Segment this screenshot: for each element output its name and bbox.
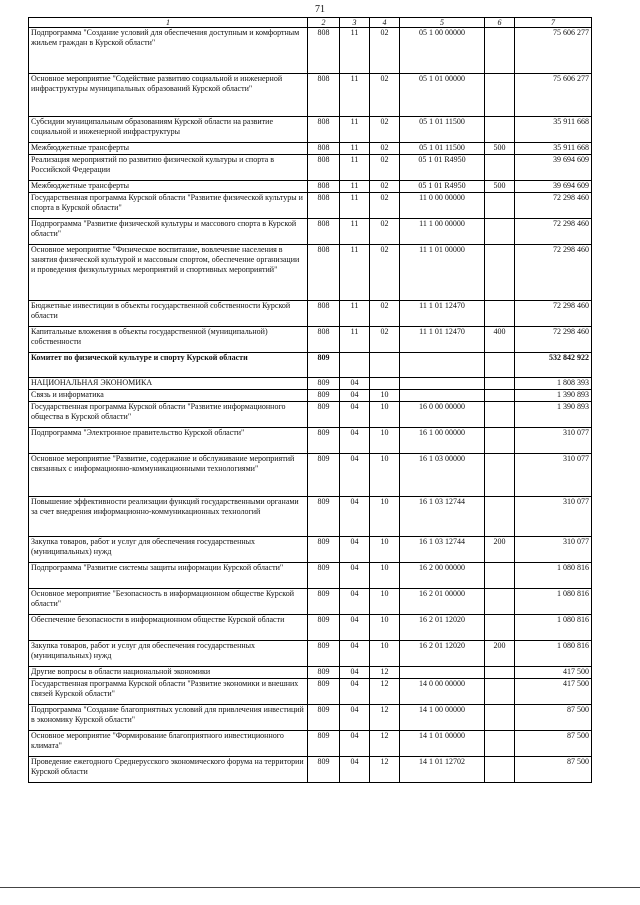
- row-csr: 16 1 03 12744: [400, 537, 485, 563]
- row-rz: 04: [340, 667, 370, 679]
- row-vr: [485, 402, 515, 428]
- row-pr: 12: [370, 679, 400, 705]
- row-vr: [485, 615, 515, 641]
- table-row: [29, 353, 592, 378]
- row-name: Другие вопросы в области национальной экономики: [29, 667, 308, 679]
- row-ved: 809: [308, 667, 340, 679]
- row-vr: [485, 28, 515, 74]
- row-pr: 02: [370, 219, 400, 245]
- row-pr: 10: [370, 537, 400, 563]
- row-ved: 809: [308, 402, 340, 428]
- row-csr: [400, 353, 485, 378]
- table-row: [29, 679, 592, 705]
- row-pr: 10: [370, 390, 400, 402]
- row-sum: 87 500: [515, 731, 592, 757]
- table-row: [29, 245, 592, 301]
- row-ved: 809: [308, 615, 340, 641]
- table-row: [29, 731, 592, 757]
- row-sum: 35 911 668: [515, 117, 592, 143]
- row-name: Подпрограмма "Развитие физической культуры и массового спорта в Курской области": [29, 219, 308, 245]
- row-rz: 04: [340, 390, 370, 402]
- row-pr: 12: [370, 705, 400, 731]
- row-name: Комитет по физической культуре и спорту Курской области: [29, 353, 308, 378]
- row-name: Проведение ежегодного Среднерусского экономического форума на территории Курской области: [29, 757, 308, 783]
- row-rz: 11: [340, 74, 370, 117]
- row-name: Повышение эффективности реализации функций государственными органами за счет внедрения информационно-коммуникационных технологий: [29, 497, 308, 537]
- row-ved: 808: [308, 193, 340, 219]
- row-csr: 11 1 01 00000: [400, 245, 485, 301]
- row-rz: 11: [340, 301, 370, 327]
- row-vr: 200: [485, 537, 515, 563]
- row-vr: [485, 428, 515, 454]
- row-pr: 10: [370, 641, 400, 667]
- row-vr: [485, 497, 515, 537]
- row-sum: 310 077: [515, 497, 592, 537]
- table-row: [29, 563, 592, 589]
- row-pr: 10: [370, 428, 400, 454]
- row-csr: 16 2 01 00000: [400, 589, 485, 615]
- row-ved: 809: [308, 537, 340, 563]
- row-csr: 14 1 01 00000: [400, 731, 485, 757]
- row-sum: 1 390 893: [515, 402, 592, 428]
- header-row: [29, 18, 592, 28]
- header-col-1: 1: [29, 18, 308, 28]
- row-pr: 10: [370, 563, 400, 589]
- row-vr: 200: [485, 641, 515, 667]
- header-col-5: 5: [400, 18, 485, 28]
- row-rz: 11: [340, 181, 370, 193]
- row-name: Обеспечение безопасности в информационном обществе Курской области: [29, 615, 308, 641]
- row-csr: 05 1 01 R4950: [400, 155, 485, 181]
- row-rz: 04: [340, 378, 370, 390]
- row-csr: 11 1 00 00000: [400, 219, 485, 245]
- row-vr: [485, 705, 515, 731]
- row-ved: 808: [308, 245, 340, 301]
- row-vr: [485, 454, 515, 497]
- row-ved: 809: [308, 563, 340, 589]
- row-name: Государственная программа Курской области "Развитие информационного общества в Курской области": [29, 402, 308, 428]
- row-ved: 809: [308, 757, 340, 783]
- row-csr: 05 1 01 11500: [400, 117, 485, 143]
- row-vr: [485, 74, 515, 117]
- row-vr: [485, 589, 515, 615]
- row-rz: 11: [340, 117, 370, 143]
- row-sum: 417 500: [515, 679, 592, 705]
- row-ved: 809: [308, 428, 340, 454]
- row-csr: [400, 667, 485, 679]
- row-sum: 72 298 460: [515, 245, 592, 301]
- row-sum: 72 298 460: [515, 301, 592, 327]
- table-row: [29, 117, 592, 143]
- row-csr: 16 1 03 00000: [400, 454, 485, 497]
- row-sum: 39 694 609: [515, 181, 592, 193]
- row-ved: 808: [308, 28, 340, 74]
- row-pr: 10: [370, 497, 400, 537]
- row-csr: 05 1 00 00000: [400, 28, 485, 74]
- table-row: [29, 181, 592, 193]
- row-name: Государственная программа Курской области "Развитие экономики и внешних связей Курской области": [29, 679, 308, 705]
- row-vr: [485, 245, 515, 301]
- row-name: Государственная программа Курской области "Развитие физической культуры и спорта в Курской области": [29, 193, 308, 219]
- table-row: [29, 28, 592, 74]
- row-name: Подпрограмма "Создание условий для обеспечения доступным и комфортным жильем граждан в Курской области": [29, 28, 308, 74]
- row-name: Межбюджетные трансферты: [29, 143, 308, 155]
- row-ved: 808: [308, 181, 340, 193]
- row-ved: 808: [308, 327, 340, 353]
- row-pr: 02: [370, 155, 400, 181]
- row-sum: 72 298 460: [515, 193, 592, 219]
- row-vr: [485, 390, 515, 402]
- row-rz: 11: [340, 327, 370, 353]
- row-ved: 808: [308, 117, 340, 143]
- row-pr: 02: [370, 301, 400, 327]
- row-rz: 04: [340, 402, 370, 428]
- row-name: Субсидии муниципальным образованиям Курской области на развитие социальной и инженерной инфраструктуры: [29, 117, 308, 143]
- budget-table: [28, 17, 592, 783]
- row-name: Закупка товаров, работ и услуг для обеспечения государственных (муниципальных) нужд: [29, 537, 308, 563]
- row-rz: 11: [340, 245, 370, 301]
- row-csr: 16 1 03 12744: [400, 497, 485, 537]
- row-csr: 16 0 00 00000: [400, 402, 485, 428]
- table-row: [29, 537, 592, 563]
- row-sum: 310 077: [515, 454, 592, 497]
- row-pr: 02: [370, 74, 400, 117]
- row-rz: [340, 353, 370, 378]
- row-pr: [370, 378, 400, 390]
- row-ved: 809: [308, 589, 340, 615]
- row-pr: 10: [370, 615, 400, 641]
- row-pr: 12: [370, 757, 400, 783]
- row-ved: 809: [308, 390, 340, 402]
- row-rz: 04: [340, 563, 370, 589]
- row-csr: 05 1 01 R4950: [400, 181, 485, 193]
- table-row: [29, 428, 592, 454]
- page-number: 71: [315, 4, 325, 15]
- row-name: Основное мероприятие "Формирование благоприятного инвестиционного климата": [29, 731, 308, 757]
- table-row: [29, 155, 592, 181]
- header-col-7: 7: [515, 18, 592, 28]
- row-rz: 04: [340, 589, 370, 615]
- row-sum: 72 298 460: [515, 219, 592, 245]
- row-name: Закупка товаров, работ и услуг для обеспечения государственных (муниципальных) нужд: [29, 641, 308, 667]
- row-pr: 10: [370, 589, 400, 615]
- row-name: Основное мероприятие "Безопасность в информационном обществе Курской области": [29, 589, 308, 615]
- row-pr: 02: [370, 181, 400, 193]
- row-csr: 14 1 00 00000: [400, 705, 485, 731]
- row-name: Подпрограмма "Развитие системы защиты информации Курской области": [29, 563, 308, 589]
- row-rz: 11: [340, 143, 370, 155]
- header-col-4: 4: [370, 18, 400, 28]
- row-sum: 75 606 277: [515, 28, 592, 74]
- table-row: [29, 301, 592, 327]
- row-ved: 809: [308, 378, 340, 390]
- table-body: [29, 28, 592, 783]
- row-sum: 417 500: [515, 667, 592, 679]
- row-ved: 809: [308, 705, 340, 731]
- row-sum: 1 080 816: [515, 641, 592, 667]
- row-pr: 02: [370, 143, 400, 155]
- row-sum: 310 077: [515, 537, 592, 563]
- row-pr: 02: [370, 327, 400, 353]
- row-sum: 532 842 922: [515, 353, 592, 378]
- row-csr: [400, 378, 485, 390]
- row-ved: 809: [308, 731, 340, 757]
- row-name: Реализация мероприятий по развитию физической культуры и спорта в Российской Федерации: [29, 155, 308, 181]
- row-rz: 04: [340, 705, 370, 731]
- table-row: [29, 757, 592, 783]
- table-row: [29, 454, 592, 497]
- table-row: [29, 327, 592, 353]
- row-sum: 1 080 816: [515, 589, 592, 615]
- row-csr: 16 2 00 00000: [400, 563, 485, 589]
- row-pr: 02: [370, 117, 400, 143]
- row-rz: 04: [340, 537, 370, 563]
- row-sum: 35 911 668: [515, 143, 592, 155]
- row-rz: 11: [340, 193, 370, 219]
- row-vr: [485, 193, 515, 219]
- row-rz: 04: [340, 428, 370, 454]
- row-name: Бюджетные инвестиции в объекты государственной собственности Курской области: [29, 301, 308, 327]
- row-ved: 808: [308, 74, 340, 117]
- row-csr: 14 0 00 00000: [400, 679, 485, 705]
- row-csr: 05 1 01 00000: [400, 74, 485, 117]
- row-sum: 1 808 393: [515, 378, 592, 390]
- page-bottom-rule: [0, 887, 640, 888]
- row-vr: [485, 667, 515, 679]
- row-csr: [400, 390, 485, 402]
- table-row: [29, 705, 592, 731]
- header-col-2: 2: [308, 18, 340, 28]
- row-csr: 16 2 01 12020: [400, 641, 485, 667]
- table-row: [29, 143, 592, 155]
- row-sum: 72 298 460: [515, 327, 592, 353]
- row-pr: 10: [370, 454, 400, 497]
- row-rz: 04: [340, 731, 370, 757]
- row-rz: 11: [340, 219, 370, 245]
- row-ved: 809: [308, 679, 340, 705]
- row-sum: 87 500: [515, 705, 592, 731]
- row-sum: 310 077: [515, 428, 592, 454]
- row-csr: 16 2 01 12020: [400, 615, 485, 641]
- row-sum: 87 500: [515, 757, 592, 783]
- row-vr: [485, 117, 515, 143]
- table-row: [29, 667, 592, 679]
- row-name: Подпрограмма "Электронное правительство Курской области": [29, 428, 308, 454]
- row-name: Подпрограмма "Создание благоприятных условий для привлечения инвестиций в экономику Курской области": [29, 705, 308, 731]
- table-row: [29, 641, 592, 667]
- row-vr: 400: [485, 327, 515, 353]
- row-ved: 808: [308, 301, 340, 327]
- table-row: [29, 497, 592, 537]
- row-csr: 16 1 00 00000: [400, 428, 485, 454]
- table-row: [29, 219, 592, 245]
- row-sum: 1 080 816: [515, 615, 592, 641]
- row-rz: 04: [340, 497, 370, 537]
- row-csr: 11 0 00 00000: [400, 193, 485, 219]
- row-name: Межбюджетные трансферты: [29, 181, 308, 193]
- row-vr: [485, 353, 515, 378]
- row-pr: 02: [370, 28, 400, 74]
- row-pr: 02: [370, 245, 400, 301]
- row-vr: [485, 757, 515, 783]
- row-ved: 809: [308, 353, 340, 378]
- header-col-3: 3: [340, 18, 370, 28]
- row-pr: [370, 353, 400, 378]
- row-vr: 500: [485, 181, 515, 193]
- row-name: Основное мероприятие "Физическое воспитание, вовлечение населения в занятия физической культурой и массовым спортом, обеспечение организации и проведения физкультурных мероприятий и спортивных мероприятий": [29, 245, 308, 301]
- row-sum: 75 606 277: [515, 74, 592, 117]
- table-row: [29, 390, 592, 402]
- row-vr: [485, 731, 515, 757]
- table-row: [29, 589, 592, 615]
- row-vr: [485, 155, 515, 181]
- row-name: Капитальные вложения в объекты государственной (муниципальной) собственности: [29, 327, 308, 353]
- row-rz: 04: [340, 615, 370, 641]
- row-rz: 11: [340, 155, 370, 181]
- row-pr: 12: [370, 731, 400, 757]
- row-rz: 04: [340, 641, 370, 667]
- row-vr: [485, 563, 515, 589]
- header-col-6: 6: [485, 18, 515, 28]
- row-ved: 808: [308, 219, 340, 245]
- row-csr: 11 1 01 12470: [400, 301, 485, 327]
- row-name: Связь и информатика: [29, 390, 308, 402]
- table-row: [29, 378, 592, 390]
- table-row: [29, 74, 592, 117]
- row-rz: 04: [340, 679, 370, 705]
- row-ved: 809: [308, 454, 340, 497]
- row-csr: 05 1 01 11500: [400, 143, 485, 155]
- row-sum: 1 080 816: [515, 563, 592, 589]
- row-vr: [485, 301, 515, 327]
- row-rz: 04: [340, 757, 370, 783]
- row-pr: 02: [370, 193, 400, 219]
- row-name: Основное мероприятие "Развитие, содержание и обслуживание мероприятий связанных с информационно-коммуникационными технологиями": [29, 454, 308, 497]
- row-ved: 808: [308, 155, 340, 181]
- row-vr: [485, 378, 515, 390]
- row-sum: 39 694 609: [515, 155, 592, 181]
- table-row: [29, 615, 592, 641]
- row-csr: 11 1 01 12470: [400, 327, 485, 353]
- row-pr: 12: [370, 667, 400, 679]
- row-rz: 04: [340, 454, 370, 497]
- row-ved: 809: [308, 497, 340, 537]
- table-row: [29, 193, 592, 219]
- row-vr: 500: [485, 143, 515, 155]
- row-vr: [485, 679, 515, 705]
- row-vr: [485, 219, 515, 245]
- row-rz: 11: [340, 28, 370, 74]
- row-ved: 808: [308, 143, 340, 155]
- row-sum: 1 390 893: [515, 390, 592, 402]
- row-pr: 10: [370, 402, 400, 428]
- row-name: НАЦИОНАЛЬНАЯ ЭКОНОМИКА: [29, 378, 308, 390]
- row-name: Основное мероприятие "Содействие развитию социальной и инженерной инфраструктуры муниципальных образований Курской области": [29, 74, 308, 117]
- row-csr: 14 1 01 12702: [400, 757, 485, 783]
- row-ved: 809: [308, 641, 340, 667]
- table-row: [29, 402, 592, 428]
